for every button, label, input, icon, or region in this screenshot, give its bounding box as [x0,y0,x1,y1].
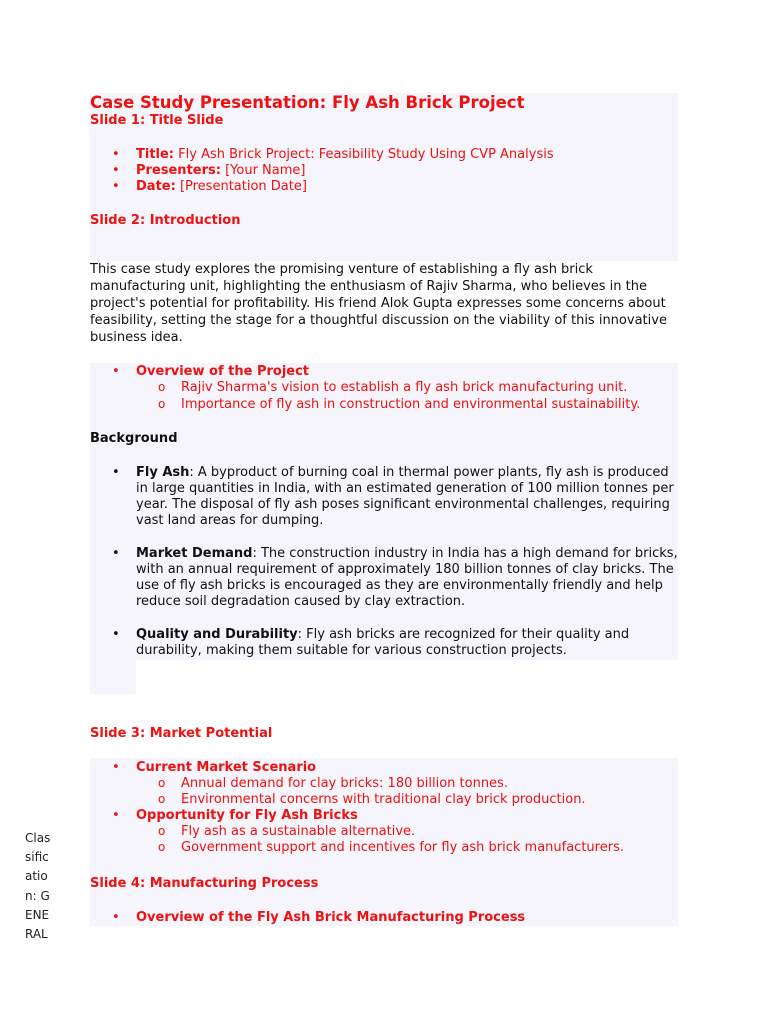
background-item-quality [136,627,681,659]
bullet-icon: • [112,546,120,561]
item-text: : Fly ash bricks are recognized for their quality and durability, making them suitable for various construction projects. [136,627,630,658]
bullet-icon: • [112,179,120,194]
item-value: [Your Name] [225,163,306,178]
bullet-icon: • [112,627,120,642]
sub-bullet-icon: o [158,380,166,394]
item-value: Fly Ash Brick Project: Feasibility Study Using CVP Analysis [178,147,554,162]
bullet-icon: • [112,808,120,823]
market-subitem: Annual demand for clay bricks: 180 billion tonnes. [181,776,508,791]
intro-paragraph: This case study explores the promising venture of establishing a fly ash brick manufacturing unit, highlighting the enthusiasm of Rajiv Sharma, who believes in the project's potential for profitability. His friend Alok Gupta expresses some concerns about feasibility, setting the stage for a thoughtful discussion on the viability of this innovative business idea. [90,262,667,345]
overview-label: Overview of the Project [136,364,310,379]
sub-bullet-icon: o [158,397,166,411]
sub-bullet-icon: o [158,840,166,854]
overview-subitem: Rajiv Sharma's vision to establish a fly ash brick manufacturing unit. [181,380,628,395]
market-group-label: Opportunity for Fly Ash Bricks [136,808,358,823]
item-label: Quality and Durability [136,627,298,642]
bullet-icon: • [112,910,120,925]
slide1-item-date [136,179,681,195]
shade-block [90,415,678,660]
shade-block [90,660,136,694]
background-heading: Background [90,431,178,446]
item-label: Title: [136,147,175,162]
sub-bullet-icon: o [158,792,166,806]
item-label: Presenters: [136,163,221,178]
item-text: : A byproduct of burning coal in thermal power plants, fly ash is produced in large quantities in India, with an estimated generation of 100 million tonnes per year. The disposal of fly ash poses significant environmental challenges, requiring vast land areas for dumping. [136,465,674,528]
item-value: [Presentation Date] [179,179,307,194]
item-label: Market Demand [136,546,253,561]
bullet-icon: • [112,760,120,775]
slide1-item-presenters [136,163,681,179]
slide3-heading: Slide 3: Market Potential [90,726,273,741]
sub-bullet-icon: o [158,776,166,790]
slide4-heading: Slide 4: Manufacturing Process [90,876,319,891]
bullet-icon: • [112,465,120,480]
document-title: Case Study Presentation: Fly Ash Brick Project [90,93,525,112]
slide1-heading: Slide 1: Title Slide [90,113,224,128]
item-text: : The construction industry in India has a high demand for bricks, with an annual requirement of approximately 180 billion tonnes of clay bricks. The use of fly ash bricks is encouraged as they are environmentally friendly and help reduce soil degradation caused by clay extraction. [136,546,678,609]
slide2-heading: Slide 2: Introduction [90,213,241,228]
slide1-item-title [136,147,681,163]
item-label: Fly Ash [136,465,190,480]
overview-subitem: Importance of fly ash in construction and environmental sustainability. [181,397,641,412]
background-item-market-demand [136,546,681,610]
bullet-icon: • [112,364,120,379]
market-subitem: Environmental concerns with traditional clay brick production. [181,792,586,807]
market-subitem: Fly ash as a sustainable alternative. [181,824,416,839]
market-group-label: Current Market Scenario [136,760,317,775]
background-item-fly-ash [136,465,681,529]
classification-label: Classification: GENERAL [25,831,51,942]
sub-bullet-icon: o [158,824,166,838]
item-label: Date: [136,179,176,194]
bullet-icon: • [112,163,120,178]
market-subitem: Government support and incentives for fly ash brick manufacturers. [181,840,624,855]
manufacturing-item: Overview of the Fly Ash Brick Manufacturing Process [136,910,526,925]
bullet-icon: • [112,147,120,162]
